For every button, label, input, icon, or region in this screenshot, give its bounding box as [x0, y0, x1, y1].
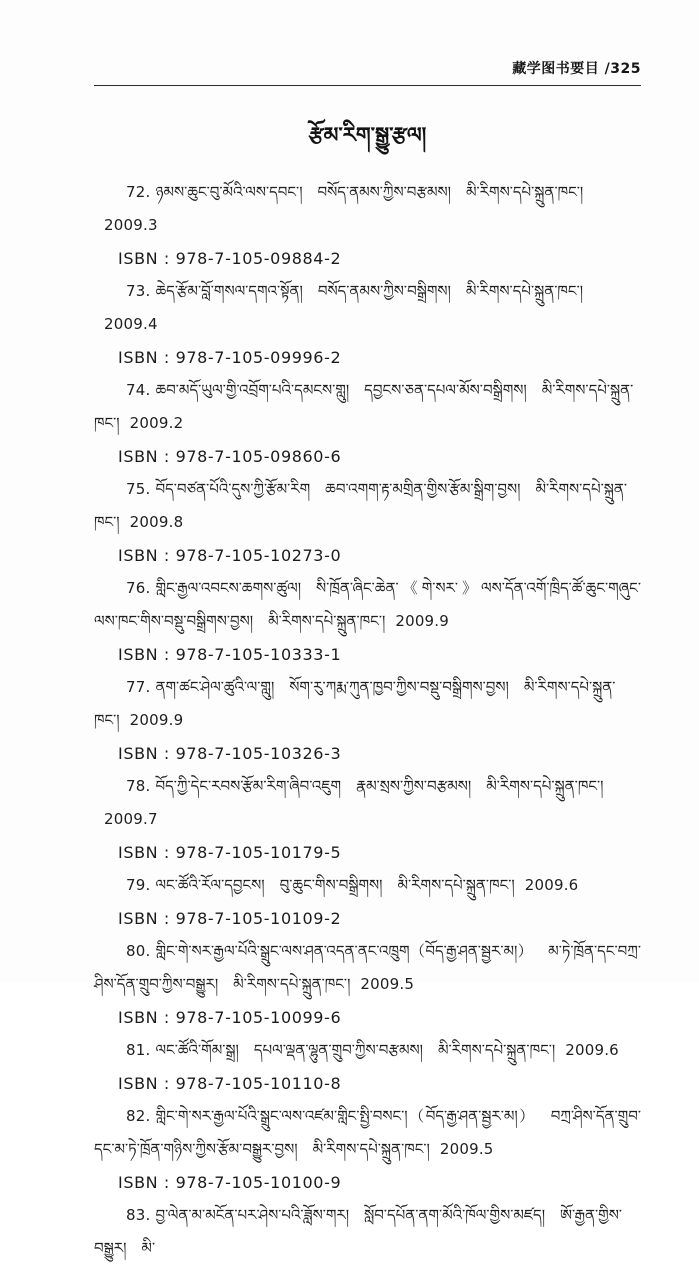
header-rule — [94, 85, 641, 86]
entry-year: 2009.9 — [395, 612, 450, 630]
book-entry — [94, 1034, 641, 1100]
book-entry — [94, 275, 641, 374]
entry-isbn-line — [94, 902, 641, 935]
entry-isbn-line — [94, 737, 641, 770]
entry-isbn-line — [94, 836, 641, 869]
isbn-value: 978-7-105-10179-5 — [175, 843, 342, 862]
isbn-label: ISBN : — [118, 1074, 170, 1093]
entry-main-line — [94, 1100, 641, 1166]
entry-isbn-line — [94, 638, 641, 671]
book-entry — [94, 1100, 641, 1199]
entry-number: 81. — [126, 1041, 151, 1059]
book-entry — [94, 572, 641, 671]
entry-main-line — [94, 473, 641, 539]
isbn-label: ISBN : — [118, 909, 170, 928]
isbn-label: ISBN : — [118, 348, 170, 367]
isbn-value: 978-7-105-10109-2 — [175, 909, 342, 928]
isbn-value: 978-7-105-10099-6 — [175, 1008, 342, 1027]
entry-year: 2009.7 — [104, 810, 158, 828]
isbn-label: ISBN : — [118, 645, 170, 664]
entry-year: 2009.9 — [129, 711, 184, 729]
entry-year: 2009.5 — [439, 1140, 494, 1158]
entry-main-line — [94, 1199, 641, 1265]
entry-tibetan-text: བྱ་ལེན་མ་མངོན་པར་ཤེས་པའི་ཟློས་གར། སློབ་དཔོན་ནག་མོའི་ཁོལ་གྱིས་མཛད། ཨོ་རྒྱན་གྱིས་བསྒྱུར། མི་ — [94, 1206, 623, 1257]
entry-isbn-line — [94, 242, 641, 275]
entry-main-line — [94, 374, 641, 440]
book-entry — [94, 935, 641, 1034]
book-entry — [94, 1199, 641, 1265]
entry-isbn-line — [94, 341, 641, 374]
entry-number: 83. — [126, 1206, 151, 1224]
entry-main-line — [94, 572, 641, 638]
entry-number: 73. — [126, 282, 151, 300]
isbn-label: ISBN : — [118, 744, 170, 763]
book-entry — [94, 869, 641, 935]
isbn-value: 978-7-105-09860-6 — [175, 447, 342, 466]
isbn-label: ISBN : — [118, 843, 170, 862]
entry-main-line — [94, 275, 641, 341]
entry-main-line — [94, 1034, 641, 1067]
entry-tibetan-text: གླིང་གེ་སར་རྒྱལ་པོའི་སྒྲུང་ལས་འཛམ་གླིང་སྤྱི་བསང་།（བོད་རྒྱ་ཤན་སྦྱར་མ།） བཀྲ་ཤིས་དོན་གྲུབ་དང་མ་ཏེ་ཁྲོན་གཉིས་ཀྱིས་རྩོམ་བསྒྱུར་བྱས། མི་རིགས་དཔེ་སྐྲུན་ཁང་། — [94, 1107, 641, 1158]
entry-year: 2009.3 — [104, 216, 158, 234]
entry-year: 2009.6 — [524, 876, 579, 894]
isbn-value: 978-7-105-09884-2 — [175, 249, 342, 268]
entry-number: 75. — [126, 480, 151, 498]
entry-number: 82. — [126, 1107, 151, 1125]
entry-tibetan-text: ཆབ་མདོ་ཡུལ་གྱི་འབྲོག་པའི་དམངས་གླུ། དབྱངས་ཅན་དཔལ་མོས་བསྒྲིགས། མི་རིགས་དཔེ་སྐྲུན་ཁང་། — [94, 381, 634, 432]
entry-isbn-line — [94, 1001, 641, 1034]
entry-isbn-line — [94, 539, 641, 572]
isbn-label: ISBN : — [118, 1008, 170, 1027]
book-entry — [94, 374, 641, 473]
entry-tibetan-text: བོད་ཀྱི་དེང་རབས་རྩོམ་རིག་ཞིབ་འཇུག རྣམ་སྲས་ཀྱིས་བརྩམས། མི་རིགས་དཔེ་སྐྲུན་ཁང་། — [155, 777, 604, 795]
entry-main-line — [94, 176, 641, 242]
entry-year: 2009.4 — [104, 315, 158, 333]
section-title: རྩོམ་རིག་སྒྱུ་རྩལ། — [308, 123, 427, 147]
entry-isbn-line — [94, 440, 641, 473]
isbn-value: 978-7-105-10326-3 — [175, 744, 342, 763]
entry-isbn-line — [94, 1166, 641, 1199]
entry-tibetan-text: གླིང་གེ་སར་རྒྱལ་པོའི་སྒྲུང་ལས་ཤན་འདན་ནང་འཁྲུག（བོད་རྒྱ་ཤན་སྦྱར་མ།） མ་ཏེ་ཁྲོན་དང་བཀྲ་ཤིས་དོན་གྲུབ་ཀྱིས་བསྒྱུར། མི་རིགས་དཔེ་སྐྲུན་ཁང་། — [94, 942, 641, 993]
entry-number: 80. — [126, 942, 151, 960]
isbn-value: 978-7-105-10110-8 — [175, 1074, 342, 1093]
isbn-value: 978-7-105-10273-0 — [175, 546, 342, 565]
entry-number: 77. — [126, 678, 151, 696]
isbn-label: ISBN : — [118, 1173, 170, 1192]
entry-main-line — [94, 770, 641, 836]
entry-tibetan-text: བོད་བཙན་པོའི་དུས་ཀྱི་རྩོམ་རིག ཆབ་འགག་རྟ་མགྲིན་གྱིས་རྩོམ་སྒྲིག་བྱས། མི་རིགས་དཔེ་སྐྲུན་ཁང་། — [94, 480, 628, 531]
entry-main-line — [94, 671, 641, 737]
entry-number: 72. — [126, 183, 151, 201]
isbn-value: 978-7-105-10333-1 — [175, 645, 342, 664]
entry-year: 2009.2 — [129, 414, 184, 432]
running-header-title: 藏学图书要目 /325 — [512, 61, 641, 77]
book-entry — [94, 473, 641, 572]
book-entry — [94, 176, 641, 275]
entry-number: 78. — [126, 777, 151, 795]
isbn-label: ISBN : — [118, 546, 170, 565]
entry-tibetan-text: ཆེད་རྩོམ་བློ་གསལ་དགའ་སྟོན། བསོད་ནམས་ཀྱིས་བསྒྲིགས། མི་རིགས་དཔེ་སྐྲུན་ཁང་། — [155, 282, 584, 300]
book-entry — [94, 671, 641, 770]
isbn-label: ISBN : — [118, 447, 170, 466]
entry-tibetan-text: ཉམས་ཆུང་བུ་མོའི་ལས་དབང་། བསོད་ནམས་ཀྱིས་བརྩམས། མི་རིགས་དཔེ་སྐྲུན་ཁང་། — [155, 183, 584, 201]
entry-number: 74. — [126, 381, 151, 399]
book-entry — [94, 770, 641, 869]
isbn-value: 978-7-105-10100-9 — [175, 1173, 342, 1192]
book-list — [94, 176, 641, 1265]
entry-year: 2009.6 — [565, 1041, 619, 1059]
entry-main-line — [94, 869, 641, 902]
entry-year: 2009.5 — [360, 975, 415, 993]
entry-isbn-line — [94, 1067, 641, 1100]
entry-main-line — [94, 935, 641, 1001]
entry-year: 2009.8 — [129, 513, 184, 531]
isbn-label: ISBN : — [118, 249, 170, 268]
entry-tibetan-text: ནག་ཚང་ཤེལ་ཚུའི་ལ་གླུ། སོག་རུ་ཀརྨ་ཀུན་ཁྱབ་ཀྱིས་བསྡུ་བསྒྲིགས་བྱས། མི་རིགས་དཔེ་སྐྲུན་ཁང་། — [94, 678, 616, 729]
entry-tibetan-text: ལང་ཚོའི་རོལ་དབྱངས། བུ་ཆུང་གིས་བསྒྲིགས། མི་རིགས་དཔེ་སྐྲུན་ཁང་། — [155, 876, 515, 894]
isbn-value: 978-7-105-09996-2 — [175, 348, 342, 367]
entry-tibetan-text: གླིང་རྒྱལ་འབངས་ཆགས་ཚུལ། སི་ཁྲོན་ཞིང་ཆེན་《གེ་སར་》ལས་དོན་འགོ་ཁྲིད་ཚོ་ཆུང་གཞུང་ལས་ཁང་གིས་བསྡུ་བསྒྲིགས་བྱས། མི་རིགས་དཔེ་སྐྲུན་ཁང་། — [94, 579, 641, 630]
entry-number: 79. — [126, 876, 151, 894]
entry-number: 76. — [126, 579, 151, 597]
entry-tibetan-text: ལང་ཚོའི་གོམ་སྒྲ། དཔལ་ལྡན་ལྷུན་གྲུབ་ཀྱིས་བརྩམས། མི་རིགས་དཔེ་སྐྲུན་ཁང་། — [155, 1041, 556, 1059]
